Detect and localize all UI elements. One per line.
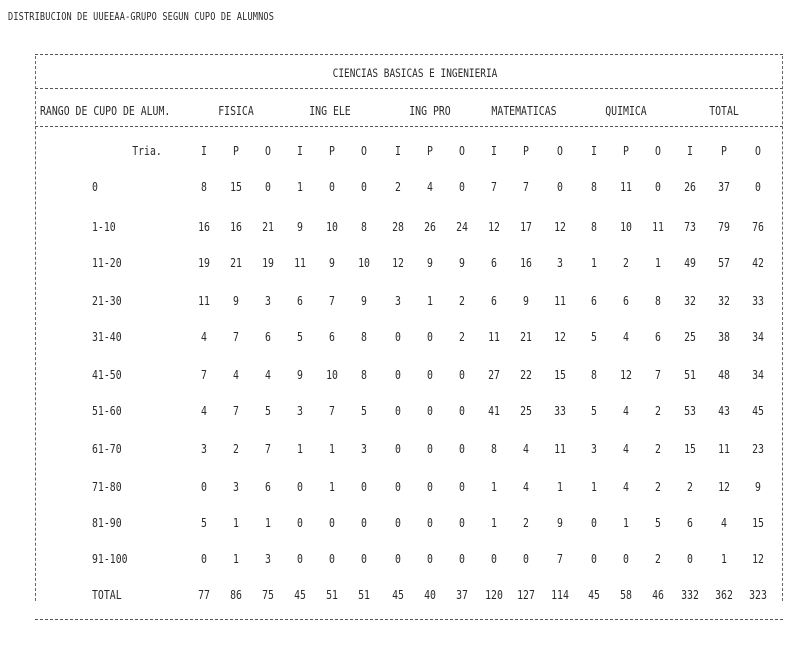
- table-cell: 26: [684, 180, 696, 194]
- table-cell: 2: [655, 404, 661, 418]
- total-cell: 51: [358, 588, 370, 602]
- range-label: 31-40: [92, 330, 122, 344]
- table-cell: 3: [591, 442, 597, 456]
- table-cell: 6: [265, 480, 271, 494]
- table-cell: 0: [427, 330, 433, 344]
- table-cell: 5: [591, 404, 597, 418]
- total-cell: 114: [551, 588, 569, 602]
- table-cell: 27: [488, 368, 500, 382]
- table-cell: 0: [395, 552, 401, 566]
- table-bottom-border: [35, 619, 783, 620]
- table-cell: 4: [623, 330, 629, 344]
- total-cell: 40: [424, 588, 436, 602]
- table-cell: 12: [488, 220, 500, 234]
- table-cell: 2: [655, 480, 661, 494]
- table-cell: 2: [655, 552, 661, 566]
- table-cell: 2: [395, 180, 401, 194]
- table-cell: 2: [623, 256, 629, 270]
- table-cell: 0: [427, 368, 433, 382]
- table-cell: 7: [491, 180, 497, 194]
- table-cell: 5: [297, 330, 303, 344]
- table-cell: 1: [491, 516, 497, 530]
- table-cell: 2: [459, 330, 465, 344]
- table-cell: 0: [361, 552, 367, 566]
- sub-header: I: [591, 144, 597, 158]
- table-cell: 0: [427, 480, 433, 494]
- table-cell: 3: [201, 442, 207, 456]
- table-cell: 0: [201, 480, 207, 494]
- section-title: CIENCIAS BASICAS E INGENIERIA: [332, 66, 498, 80]
- table-cell: 1: [265, 516, 271, 530]
- table-cell: 0: [623, 552, 629, 566]
- table-cell: 3: [233, 480, 239, 494]
- total-cell: 332: [681, 588, 699, 602]
- table-cell: 43: [718, 404, 730, 418]
- document-title: DISTRIBUCION DE UUEEAA-GRUPO SEGUN CUPO DE ALUMNOS: [8, 10, 275, 23]
- sub-header: I: [395, 144, 401, 158]
- table-cell: 2: [687, 480, 693, 494]
- sub-header: O: [557, 144, 563, 158]
- table-cell: 11: [198, 294, 210, 308]
- table-cell: 0: [395, 480, 401, 494]
- table-cell: 0: [459, 516, 465, 530]
- range-label: 91-100: [92, 552, 128, 566]
- table-cell: 1: [623, 516, 629, 530]
- table-cell: 11: [652, 220, 664, 234]
- sub-header: I: [491, 144, 497, 158]
- table-cell: 8: [591, 220, 597, 234]
- group-header: MATEMATICAS: [491, 104, 557, 118]
- table-cell: 12: [554, 220, 566, 234]
- range-label: 11-20: [92, 256, 122, 270]
- table-cell: 9: [427, 256, 433, 270]
- table-cell: 6: [623, 294, 629, 308]
- table-cell: 21: [230, 256, 242, 270]
- table-cell: 7: [265, 442, 271, 456]
- table-cell: 2: [655, 442, 661, 456]
- table-cell: 51: [684, 368, 696, 382]
- sub-header: I: [201, 144, 207, 158]
- table-cell: 1: [329, 480, 335, 494]
- table-cell: 3: [557, 256, 563, 270]
- range-label: 51-60: [92, 404, 122, 418]
- table-cell: 6: [591, 294, 597, 308]
- total-cell: 46: [652, 588, 664, 602]
- table-cell: 4: [623, 480, 629, 494]
- sub-header: O: [755, 144, 761, 158]
- table-cell: 6: [491, 294, 497, 308]
- group-header: ING PRO: [409, 104, 451, 118]
- sub-header: P: [523, 144, 529, 158]
- table-cell: 2: [459, 294, 465, 308]
- table-cell: 4: [201, 330, 207, 344]
- table-cell: 10: [358, 256, 370, 270]
- table-cell: 4: [721, 516, 727, 530]
- table-cell: 0: [329, 180, 335, 194]
- table-cell: 19: [262, 256, 274, 270]
- table-cell: 2: [233, 442, 239, 456]
- table-cell: 0: [395, 404, 401, 418]
- table-cell: 0: [557, 180, 563, 194]
- table-top-border: [35, 54, 783, 55]
- total-cell: 45: [294, 588, 306, 602]
- group-header: TOTAL: [709, 104, 739, 118]
- table-cell: 12: [620, 368, 632, 382]
- table-cell: 2: [523, 516, 529, 530]
- table-cell: 9: [557, 516, 563, 530]
- table-cell: 0: [591, 552, 597, 566]
- table-cell: 5: [201, 516, 207, 530]
- table-cell: 11: [294, 256, 306, 270]
- table-cell: 4: [623, 404, 629, 418]
- table-cell: 6: [655, 330, 661, 344]
- table-cell: 41: [488, 404, 500, 418]
- table-cell: 0: [329, 552, 335, 566]
- table-cell: 32: [684, 294, 696, 308]
- range-label: 21-30: [92, 294, 122, 308]
- table-cell: 76: [752, 220, 764, 234]
- table-cell: 4: [427, 180, 433, 194]
- table-cell: 26: [424, 220, 436, 234]
- table-cell: 7: [233, 404, 239, 418]
- table-cell: 1: [329, 442, 335, 456]
- table-cell: 9: [755, 480, 761, 494]
- table-cell: 16: [520, 256, 532, 270]
- table-cell: 25: [684, 330, 696, 344]
- table-left-border: [35, 56, 36, 601]
- table-cell: 4: [623, 442, 629, 456]
- total-cell: 127: [517, 588, 535, 602]
- table-cell: 12: [752, 552, 764, 566]
- table-cell: 9: [361, 294, 367, 308]
- group-header: QUIMICA: [605, 104, 647, 118]
- sub-header: O: [265, 144, 271, 158]
- table-cell: 10: [326, 220, 338, 234]
- table-cell: 4: [523, 442, 529, 456]
- table-cell: 0: [265, 180, 271, 194]
- table-cell: 8: [201, 180, 207, 194]
- table-cell: 38: [718, 330, 730, 344]
- table-cell: 3: [265, 294, 271, 308]
- table-cell: 48: [718, 368, 730, 382]
- total-cell: 323: [749, 588, 767, 602]
- table-cell: 10: [620, 220, 632, 234]
- table-cell: 49: [684, 256, 696, 270]
- total-cell: 362: [715, 588, 733, 602]
- table-cell: 11: [554, 442, 566, 456]
- table-cell: 12: [718, 480, 730, 494]
- table-cell: 0: [201, 552, 207, 566]
- sub-header: P: [721, 144, 727, 158]
- sub-header: O: [655, 144, 661, 158]
- table-cell: 0: [591, 516, 597, 530]
- table-cell: 0: [655, 180, 661, 194]
- total-cell: 58: [620, 588, 632, 602]
- total-cell: 75: [262, 588, 274, 602]
- group-header: ING ELE: [309, 104, 351, 118]
- table-cell: 1: [297, 442, 303, 456]
- table-cell: 1: [721, 552, 727, 566]
- table-cell: 9: [233, 294, 239, 308]
- table-cell: 23: [752, 442, 764, 456]
- total-cell: 45: [392, 588, 404, 602]
- total-cell: 51: [326, 588, 338, 602]
- table-right-border: [782, 56, 783, 601]
- table-cell: 19: [198, 256, 210, 270]
- table-cell: 11: [488, 330, 500, 344]
- table-cell: 15: [752, 516, 764, 530]
- table-cell: 17: [520, 220, 532, 234]
- table-cell: 1: [297, 180, 303, 194]
- table-cell: 1: [233, 516, 239, 530]
- table-cell: 45: [752, 404, 764, 418]
- table-cell: 1: [233, 552, 239, 566]
- sub-header: P: [329, 144, 335, 158]
- table-cell: 28: [392, 220, 404, 234]
- sub-header: O: [459, 144, 465, 158]
- table-cell: 42: [752, 256, 764, 270]
- table-cell: 1: [655, 256, 661, 270]
- table-cell: 9: [297, 220, 303, 234]
- table-cell: 0: [459, 404, 465, 418]
- table-cell: 22: [520, 368, 532, 382]
- table-cell: 7: [557, 552, 563, 566]
- table-cell: 1: [591, 480, 597, 494]
- table-cell: 25: [520, 404, 532, 418]
- table-cell: 0: [755, 180, 761, 194]
- table-cell: 0: [395, 368, 401, 382]
- section-divider: [35, 88, 783, 89]
- table-cell: 9: [523, 294, 529, 308]
- table-cell: 0: [491, 552, 497, 566]
- table-cell: 0: [459, 552, 465, 566]
- table-cell: 0: [297, 516, 303, 530]
- table-cell: 11: [718, 442, 730, 456]
- range-label: 71-80: [92, 480, 122, 494]
- sub-header: I: [297, 144, 303, 158]
- table-cell: 10: [326, 368, 338, 382]
- range-label: 61-70: [92, 442, 122, 456]
- table-cell: 0: [395, 516, 401, 530]
- table-cell: 15: [554, 368, 566, 382]
- table-cell: 16: [198, 220, 210, 234]
- table-cell: 0: [459, 368, 465, 382]
- table-cell: 7: [233, 330, 239, 344]
- table-cell: 0: [361, 480, 367, 494]
- total-cell: 45: [588, 588, 600, 602]
- table-cell: 73: [684, 220, 696, 234]
- table-cell: 32: [718, 294, 730, 308]
- range-label: 41-50: [92, 368, 122, 382]
- range-label: 81-90: [92, 516, 122, 530]
- sub-header: P: [233, 144, 239, 158]
- table-cell: 12: [554, 330, 566, 344]
- total-cell: 77: [198, 588, 210, 602]
- total-label: TOTAL: [92, 588, 122, 602]
- table-cell: 5: [655, 516, 661, 530]
- table-cell: 53: [684, 404, 696, 418]
- table-cell: 33: [752, 294, 764, 308]
- total-cell: 120: [485, 588, 503, 602]
- table-cell: 0: [395, 442, 401, 456]
- table-cell: 8: [591, 368, 597, 382]
- table-cell: 6: [265, 330, 271, 344]
- table-cell: 12: [392, 256, 404, 270]
- table-cell: 0: [427, 552, 433, 566]
- table-cell: 4: [265, 368, 271, 382]
- table-cell: 8: [491, 442, 497, 456]
- table-cell: 0: [361, 180, 367, 194]
- table-cell: 33: [554, 404, 566, 418]
- table-cell: 0: [427, 516, 433, 530]
- table-cell: 8: [361, 220, 367, 234]
- table-cell: 24: [456, 220, 468, 234]
- table-cell: 5: [265, 404, 271, 418]
- table-cell: 11: [554, 294, 566, 308]
- table-cell: 34: [752, 368, 764, 382]
- table-cell: 4: [523, 480, 529, 494]
- table-cell: 0: [361, 516, 367, 530]
- table-cell: 0: [459, 180, 465, 194]
- table-cell: 57: [718, 256, 730, 270]
- table-cell: 0: [459, 480, 465, 494]
- sub-header: P: [427, 144, 433, 158]
- sub-header: I: [687, 144, 693, 158]
- sub-row-label: Tria.: [132, 144, 162, 158]
- table-cell: 5: [361, 404, 367, 418]
- table-cell: 0: [427, 404, 433, 418]
- table-cell: 79: [718, 220, 730, 234]
- table-cell: 7: [655, 368, 661, 382]
- table-cell: 21: [262, 220, 274, 234]
- total-cell: 37: [456, 588, 468, 602]
- table-cell: 1: [557, 480, 563, 494]
- table-cell: 6: [329, 330, 335, 344]
- table-cell: 3: [265, 552, 271, 566]
- table-cell: 7: [201, 368, 207, 382]
- table-cell: 1: [591, 256, 597, 270]
- range-label: 0: [92, 180, 98, 194]
- table-cell: 0: [427, 442, 433, 456]
- table-cell: 37: [718, 180, 730, 194]
- table-cell: 3: [395, 294, 401, 308]
- table-cell: 16: [230, 220, 242, 234]
- table-cell: 21: [520, 330, 532, 344]
- table-cell: 7: [329, 404, 335, 418]
- table-cell: 1: [427, 294, 433, 308]
- table-cell: 8: [591, 180, 597, 194]
- table-cell: 9: [329, 256, 335, 270]
- sub-header: P: [623, 144, 629, 158]
- table-cell: 9: [297, 368, 303, 382]
- table-cell: 11: [620, 180, 632, 194]
- table-cell: 0: [297, 480, 303, 494]
- table-cell: 7: [329, 294, 335, 308]
- table-cell: 0: [523, 552, 529, 566]
- table-cell: 8: [361, 368, 367, 382]
- table-cell: 6: [297, 294, 303, 308]
- table-cell: 8: [361, 330, 367, 344]
- table-cell: 3: [297, 404, 303, 418]
- sub-header: O: [361, 144, 367, 158]
- table-cell: 15: [230, 180, 242, 194]
- table-cell: 6: [491, 256, 497, 270]
- table-cell: 0: [329, 516, 335, 530]
- table-cell: 0: [687, 552, 693, 566]
- table-cell: 6: [687, 516, 693, 530]
- table-cell: 3: [361, 442, 367, 456]
- table-cell: 0: [395, 330, 401, 344]
- table-cell: 0: [297, 552, 303, 566]
- table-cell: 15: [684, 442, 696, 456]
- table-cell: 7: [523, 180, 529, 194]
- row-header-label: RANGO DE CUPO DE ALUM.: [40, 104, 171, 118]
- table-cell: 8: [655, 294, 661, 308]
- table-cell: 4: [201, 404, 207, 418]
- table-cell: 34: [752, 330, 764, 344]
- header-divider: [35, 126, 783, 127]
- table-cell: 0: [459, 442, 465, 456]
- table-cell: 9: [459, 256, 465, 270]
- table-cell: 1: [491, 480, 497, 494]
- table-cell: 5: [591, 330, 597, 344]
- table-cell: 4: [233, 368, 239, 382]
- group-header: FISICA: [218, 104, 254, 118]
- range-label: 1-10: [92, 220, 116, 234]
- total-cell: 86: [230, 588, 242, 602]
